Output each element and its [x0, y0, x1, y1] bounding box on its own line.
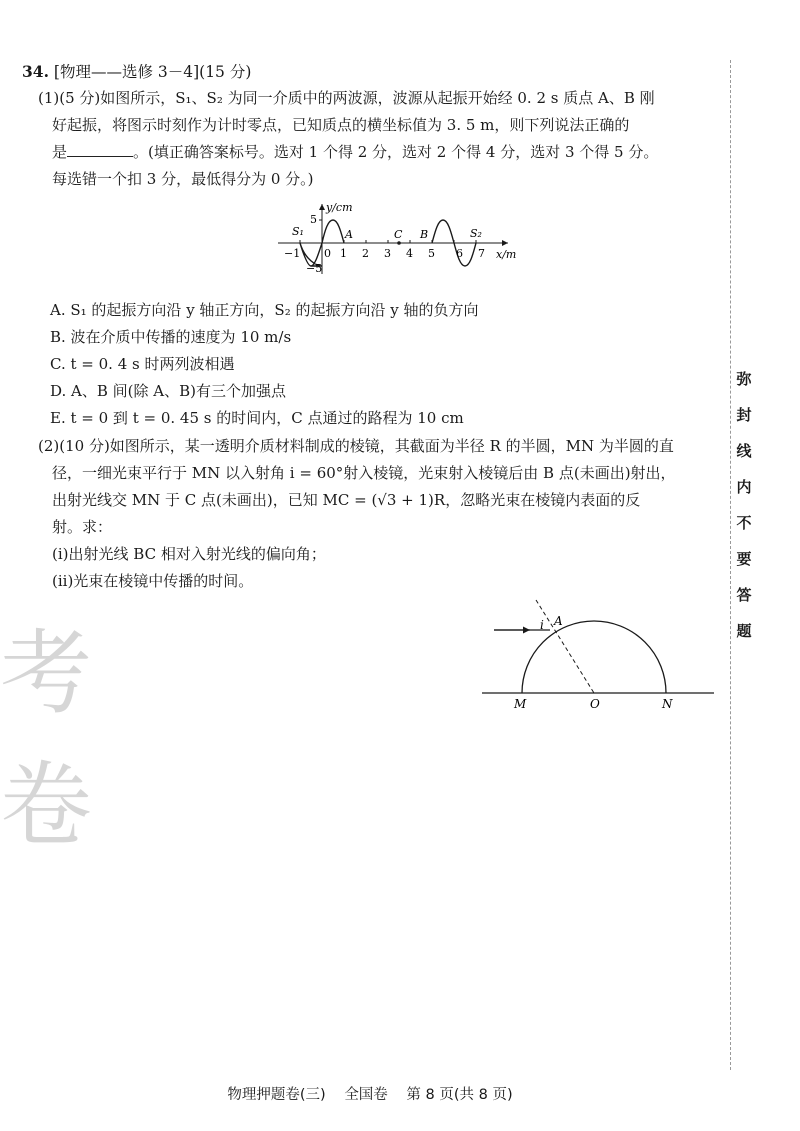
tick-labels — [284, 247, 485, 260]
seal-char: 封 — [736, 406, 752, 424]
seal-char: 要 — [736, 550, 752, 568]
tick-label: 6 — [456, 247, 463, 260]
watermark: 考卷 — [0, 620, 83, 859]
i-label: i — [540, 618, 544, 632]
part1-line-3-prefix: 是 — [52, 143, 68, 161]
x-axis-label: x/m — [496, 248, 517, 261]
o-label: O — [590, 697, 600, 711]
point-c-dot — [397, 241, 401, 245]
footer-title: 物理押题卷(三) — [227, 1087, 326, 1103]
part2-line-3: 出射光线交 MN 于 C 点(未画出)，已知 MC = (√3 + 1)R，忽略光束在棱镜内表面的反 — [52, 491, 641, 509]
option-b: B. 波在介质中传播的速度为 10 m/s — [50, 328, 292, 346]
tick-label: 3 — [384, 247, 391, 260]
footer-region: 全国卷 — [344, 1087, 388, 1103]
wave-figure — [270, 200, 530, 280]
option-e: E. t = 0 到 t = 0. 45 s 的时间内，C 点通过的路程为 10 cm — [50, 409, 464, 427]
tick-label: 7 — [478, 247, 485, 260]
tick-label: 4 — [406, 247, 413, 260]
tick-label: 2 — [362, 247, 369, 260]
part1-line-1: (1)(5 分)如图所示，S₁、S₂ 为同一介质中的两波源，波源从起振开始经 0. 2 s 质点 A、B 刚 — [38, 89, 655, 107]
option-d: D. A、B 间(除 A、B)有三个加强点 — [50, 382, 286, 400]
tick-label: 0 — [324, 247, 331, 260]
part2-line-1: (2)(10 分)如图所示，某一透明介质材料制成的棱镜，其截面为半径 R 的半圆，MN 为半圆的直 — [38, 437, 674, 455]
question-title — [22, 62, 251, 82]
part2-line-4: 射。求： — [52, 518, 113, 536]
seal-char: 弥 — [736, 370, 752, 388]
n-label: N — [662, 697, 673, 711]
seal-char: 线 — [736, 442, 752, 460]
part1-text — [38, 88, 718, 196]
tick-label: 1 — [340, 247, 347, 260]
part1-line-4: 每选错一个扣 3 分，最低得分为 0 分。) — [52, 170, 314, 188]
b-label: B — [420, 228, 429, 241]
tick-label: −1 — [284, 247, 301, 260]
normal-line — [536, 600, 594, 693]
footer-page: 第 8 页(共 8 页) — [406, 1087, 513, 1103]
y-axis-label: y/cm — [326, 201, 353, 214]
amp-bottom-label: −5 — [306, 262, 323, 275]
seal-char: 不 — [736, 514, 752, 532]
tick-label: 5 — [428, 247, 435, 260]
s2-label: S₂ — [470, 227, 482, 240]
seal-char: 内 — [736, 478, 752, 496]
part2-text — [38, 436, 718, 598]
option-a: A. S₁ 的起振方向沿 y 轴正方向，S₂ 的起振方向沿 y 轴的负方向 — [50, 301, 479, 319]
question-number: 34. — [22, 62, 49, 81]
part2-line-5: (i)出射光线 BC 相对入射光线的偏向角； — [52, 545, 326, 563]
prism-figure — [478, 596, 718, 711]
part1-line-2: 好起振，将图示时刻作为计时零点，已知质点的横坐标值为 3. 5 m，则下列说法正确的 — [52, 116, 630, 134]
m-label: M — [514, 697, 527, 711]
s1-label: S₁ — [292, 225, 304, 238]
part1-line-3-rest: 。(填正确答案标号。选对 1 个得 2 分，选对 2 个得 4 分，选对 3 个得 5 分。 — [133, 143, 659, 161]
seal-char: 答 — [736, 586, 752, 604]
part2-line-2: 径，一细光束平行于 MN 以入射角 i = 60°射入棱镜，光束射入棱镜后由 B 点(未画出)射出， — [52, 464, 676, 482]
c-label: C — [394, 228, 403, 241]
answer-blank[interactable] — [67, 142, 133, 157]
a-label: A — [345, 228, 353, 241]
amp-top-label: 5 — [310, 213, 317, 226]
question-section: [物理——选修 3－4](15 分) — [53, 63, 252, 81]
page-footer — [0, 1083, 740, 1104]
a-point-label: A — [554, 614, 563, 628]
part2-line-6: (ii)光束在棱镜中传播的时间。 — [52, 572, 254, 590]
seal-line-text — [732, 372, 756, 660]
option-c: C. t = 0. 4 s 时两列波相遇 — [50, 355, 235, 373]
seal-char: 题 — [736, 622, 752, 640]
options-list — [50, 300, 479, 435]
part1-line-3 — [38, 142, 718, 162]
